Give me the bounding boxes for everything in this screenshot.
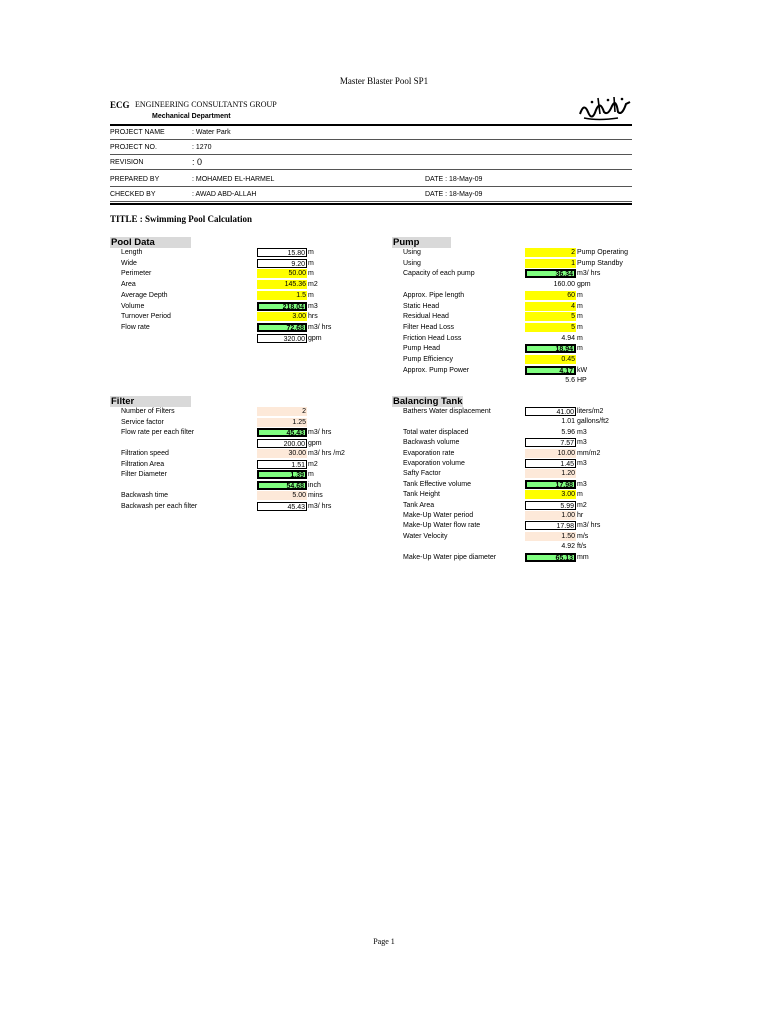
project-info-divider	[110, 139, 632, 140]
tank-row-label: Tank Area	[403, 501, 435, 509]
filter-value-cell[interactable]: 2	[257, 407, 307, 416]
filter-row-label: Backwash time	[121, 492, 169, 499]
tank-value-cell[interactable]: 17.98	[525, 480, 576, 489]
tank-unit-label: m3/ hrs	[577, 522, 601, 530]
project-info-divider	[110, 169, 632, 170]
tank-row-label: Make-Up Water flow rate	[403, 522, 481, 530]
project-info-date: DATE : 18-May-09	[425, 176, 483, 183]
filter-value-cell[interactable]: 54.68	[257, 481, 307, 490]
pump-value-cell[interactable]: 4	[525, 302, 576, 311]
pool-row-label: Flow rate	[121, 323, 150, 331]
filter-row-label: Flow rate per each filter	[121, 429, 195, 436]
tank-unit-label: m/s	[577, 532, 589, 540]
tank-row-label: Tank Effective volume	[403, 480, 471, 488]
pool-row-label: Average Depth	[121, 291, 168, 299]
pump-value-cell[interactable]: 4.94	[561, 334, 575, 342]
pump-row-label: Filter Head Loss	[403, 323, 454, 331]
tank-unit-label: m2	[577, 501, 587, 509]
pump-row-label: Using	[403, 249, 421, 256]
project-info-label: CHECKED BY	[110, 191, 156, 198]
pool-unit-label: m	[308, 291, 314, 299]
filter-value-cell[interactable]: 5.00	[257, 491, 307, 500]
section-header-filter: Filter	[110, 396, 191, 407]
company-name: ENGINEERING CONSULTANTS GROUP	[135, 100, 277, 109]
pool-value-cell[interactable]: 9.20	[257, 259, 307, 268]
tank-value-cell[interactable]: 1.45	[525, 459, 576, 468]
pool-unit-label: m	[308, 270, 314, 278]
pump-value-cell[interactable]: 0.45	[525, 355, 576, 364]
filter-value-cell[interactable]: 1.51	[257, 460, 307, 469]
tank-unit-label: gallons/ft2	[577, 418, 609, 426]
pool-row-label: Turnover Period	[121, 313, 171, 321]
filter-unit-label: m3/ hrs /m2	[308, 450, 345, 457]
tank-row-label: Evaporation volume	[403, 460, 465, 467]
tank-value-cell[interactable]: 7.57	[525, 438, 576, 447]
tank-unit-label: ft/s	[577, 543, 587, 551]
section-header-balancing-tank: Balancing Tank	[393, 396, 463, 407]
tank-row-label: Safty Factor	[403, 470, 441, 478]
pump-value-cell[interactable]: 18.94	[525, 344, 576, 353]
pool-value-cell[interactable]: 320.00	[257, 334, 307, 343]
pool-row-label: Length	[121, 249, 143, 256]
pump-unit-label: m	[577, 291, 583, 299]
tank-row-label: Make-Up Water pipe diameter	[403, 553, 497, 561]
page-number: Page 1	[373, 937, 395, 946]
tank-value-cell[interactable]: 41.00	[525, 407, 576, 416]
tank-unit-label: m3	[577, 439, 587, 447]
filter-value-cell[interactable]: 45.43	[257, 428, 307, 437]
tank-row-label: Evaporation rate	[403, 449, 455, 457]
tank-row-label: Total water displaced	[403, 428, 469, 436]
tank-value-cell[interactable]: 1.20	[525, 469, 576, 478]
pump-row-label: Static Head	[403, 302, 440, 310]
tank-row-label: Water Velocity	[403, 532, 448, 540]
pool-unit-label: hrs	[308, 313, 318, 321]
tank-unit-label: m3	[577, 480, 587, 488]
pool-unit-label: m	[308, 259, 314, 267]
filter-unit-label: inch	[308, 481, 321, 489]
pump-unit-label: m	[577, 323, 583, 331]
filter-row-label: Backwash per each filter	[121, 502, 198, 510]
tank-row-label: Backwash volume	[403, 439, 460, 447]
pool-row-label: Perimeter	[121, 270, 152, 278]
pump-value-cell[interactable]: 60	[525, 291, 576, 300]
pool-value-cell[interactable]: 15.80	[257, 248, 307, 257]
filter-unit-label: m2	[308, 460, 318, 468]
filter-unit-label: mins	[308, 492, 323, 499]
project-info-divider	[110, 201, 632, 202]
tank-value-cell[interactable]: 1.00	[525, 511, 576, 520]
pool-row-label: Area	[121, 281, 136, 289]
tank-unit-label: m3	[577, 428, 587, 436]
filter-unit-label: m3/ hrs	[308, 429, 332, 436]
pool-value-cell[interactable]: 218.04	[257, 302, 307, 311]
tank-row-label: Bathers Water displacement	[403, 408, 491, 415]
company-abbr: ECG	[110, 100, 130, 110]
pump-unit-label: Pump Operating	[577, 249, 628, 256]
pump-unit-label: m	[577, 302, 583, 310]
pool-unit-label: m3/ hrs	[308, 323, 332, 331]
arabic-calligraphy-logo-icon	[578, 94, 632, 122]
pump-row-label: Capacity of each pump	[403, 270, 475, 278]
tank-value-cell[interactable]: 1.50	[525, 532, 576, 541]
header-rule-top	[110, 124, 632, 126]
pool-unit-label: gpm	[308, 334, 322, 342]
header-rule-bottom	[110, 203, 632, 205]
pump-value-cell[interactable]: 160.00	[553, 281, 575, 289]
pump-value-cell[interactable]: 5	[525, 323, 576, 332]
filter-unit-label: m	[308, 471, 314, 478]
project-info-date: DATE : 18-May-09	[425, 191, 483, 198]
pump-unit-label: m	[577, 345, 583, 353]
project-info-value: : MOHAMED EL-HARMEL	[192, 176, 275, 183]
filter-value-cell[interactable]: 200.00	[257, 439, 307, 448]
pump-unit-label: Pump Standby	[577, 259, 623, 267]
tank-unit-label: m3	[577, 460, 587, 467]
section-header-pool-data: Pool Data	[110, 237, 191, 248]
filter-value-cell[interactable]: 1.25	[257, 418, 307, 427]
document-title: Master Blaster Pool SP1	[339, 76, 429, 86]
project-info-divider	[110, 186, 632, 187]
filter-row-label: Service factor	[121, 418, 164, 426]
pool-value-cell[interactable]: 50.00	[257, 269, 307, 278]
filter-row-label: Filter Diameter	[121, 471, 167, 478]
tank-value-cell[interactable]: 3.00	[525, 490, 576, 499]
tank-unit-label: m	[577, 491, 583, 499]
pump-value-cell[interactable]: 36.34	[525, 269, 576, 278]
pump-unit-label: m	[577, 313, 583, 321]
pump-unit-label: HP	[577, 377, 587, 385]
tank-value-cell[interactable]: 4.92	[561, 543, 575, 551]
project-info-label: PREPARED BY	[110, 176, 160, 183]
project-info-value: : 1270	[192, 144, 212, 151]
filter-unit-label: gpm	[308, 439, 322, 447]
pool-unit-label: m3	[308, 302, 318, 310]
project-info-value: : AWAD ABD-ALLAH	[192, 191, 257, 198]
filter-value-cell[interactable]: 30.00	[257, 449, 307, 458]
filter-value-cell[interactable]: 45.43	[257, 502, 307, 511]
tank-unit-label: mm	[577, 553, 589, 561]
pool-value-cell[interactable]: 145.36	[257, 280, 307, 289]
pump-value-cell[interactable]: 4.17	[525, 366, 576, 375]
pool-row-label: Wide	[121, 259, 137, 267]
project-info-label: PROJECT NO.	[110, 144, 157, 151]
pool-unit-label: m	[308, 249, 314, 256]
filter-unit-label: m3/ hrs	[308, 502, 332, 510]
pool-value-cell[interactable]: 72.68	[257, 323, 307, 332]
filter-value-cell[interactable]: 1.39	[257, 470, 307, 479]
pool-value-cell[interactable]: 1.5	[257, 291, 307, 300]
tank-row-label: Tank Height	[403, 491, 440, 499]
tank-unit-label: liters/m2	[577, 408, 604, 415]
pump-row-label: Approx. Pump Power	[403, 366, 470, 374]
tank-value-cell[interactable]: 17.98	[525, 521, 576, 530]
project-info-divider	[110, 154, 632, 155]
pump-row-label: Pump Efficiency	[403, 356, 454, 363]
pool-row-label: Volume	[121, 302, 145, 310]
tank-row-label: Make-Up Water period	[403, 512, 474, 519]
project-info-value: : Water Park	[192, 129, 231, 136]
tank-value-cell[interactable]: 65.13	[525, 553, 576, 562]
pump-value-cell[interactable]: 5.6	[565, 377, 575, 385]
pump-row-label: Pump Head	[403, 345, 440, 353]
pump-row-label: Residual Head	[403, 313, 449, 321]
pump-unit-label: m	[577, 334, 583, 342]
pump-row-label: Approx. Pipe length	[403, 291, 465, 299]
tank-unit-label: hr	[577, 512, 584, 519]
pump-row-label: Friction Head Loss	[403, 334, 462, 342]
calc-title: TITLE : Swimming Pool Calculation	[110, 214, 253, 224]
section-header-pump: Pump	[392, 237, 451, 248]
pump-unit-label: m3/ hrs	[577, 270, 601, 278]
pool-value-cell[interactable]: 3.00	[257, 312, 307, 321]
pump-value-cell[interactable]: 1	[525, 259, 576, 268]
pump-row-label: Using	[403, 259, 421, 267]
tank-value-cell[interactable]: 5.99	[525, 501, 576, 510]
pump-value-cell[interactable]: 2	[525, 248, 576, 257]
tank-value-cell[interactable]: 5.96	[561, 428, 575, 436]
pump-unit-label: gpm	[577, 281, 591, 289]
pump-unit-label: kW	[577, 366, 588, 374]
project-info-value: : 0	[192, 157, 203, 167]
tank-value-cell[interactable]: 10.00	[525, 449, 576, 458]
department-label: Mechanical Department	[152, 113, 231, 120]
project-info-label: REVISION	[110, 159, 144, 166]
pump-value-cell[interactable]: 5	[525, 312, 576, 321]
tank-unit-label: mm/m2	[577, 449, 601, 457]
project-info-label: PROJECT NAME	[110, 129, 165, 136]
filter-row-label: Number of Filters	[121, 408, 175, 415]
pool-unit-label: m2	[308, 281, 318, 289]
filter-row-label: Filtration Area	[121, 460, 165, 468]
tank-value-cell[interactable]: 1.01	[561, 418, 575, 426]
filter-row-label: Filtration speed	[121, 450, 169, 457]
